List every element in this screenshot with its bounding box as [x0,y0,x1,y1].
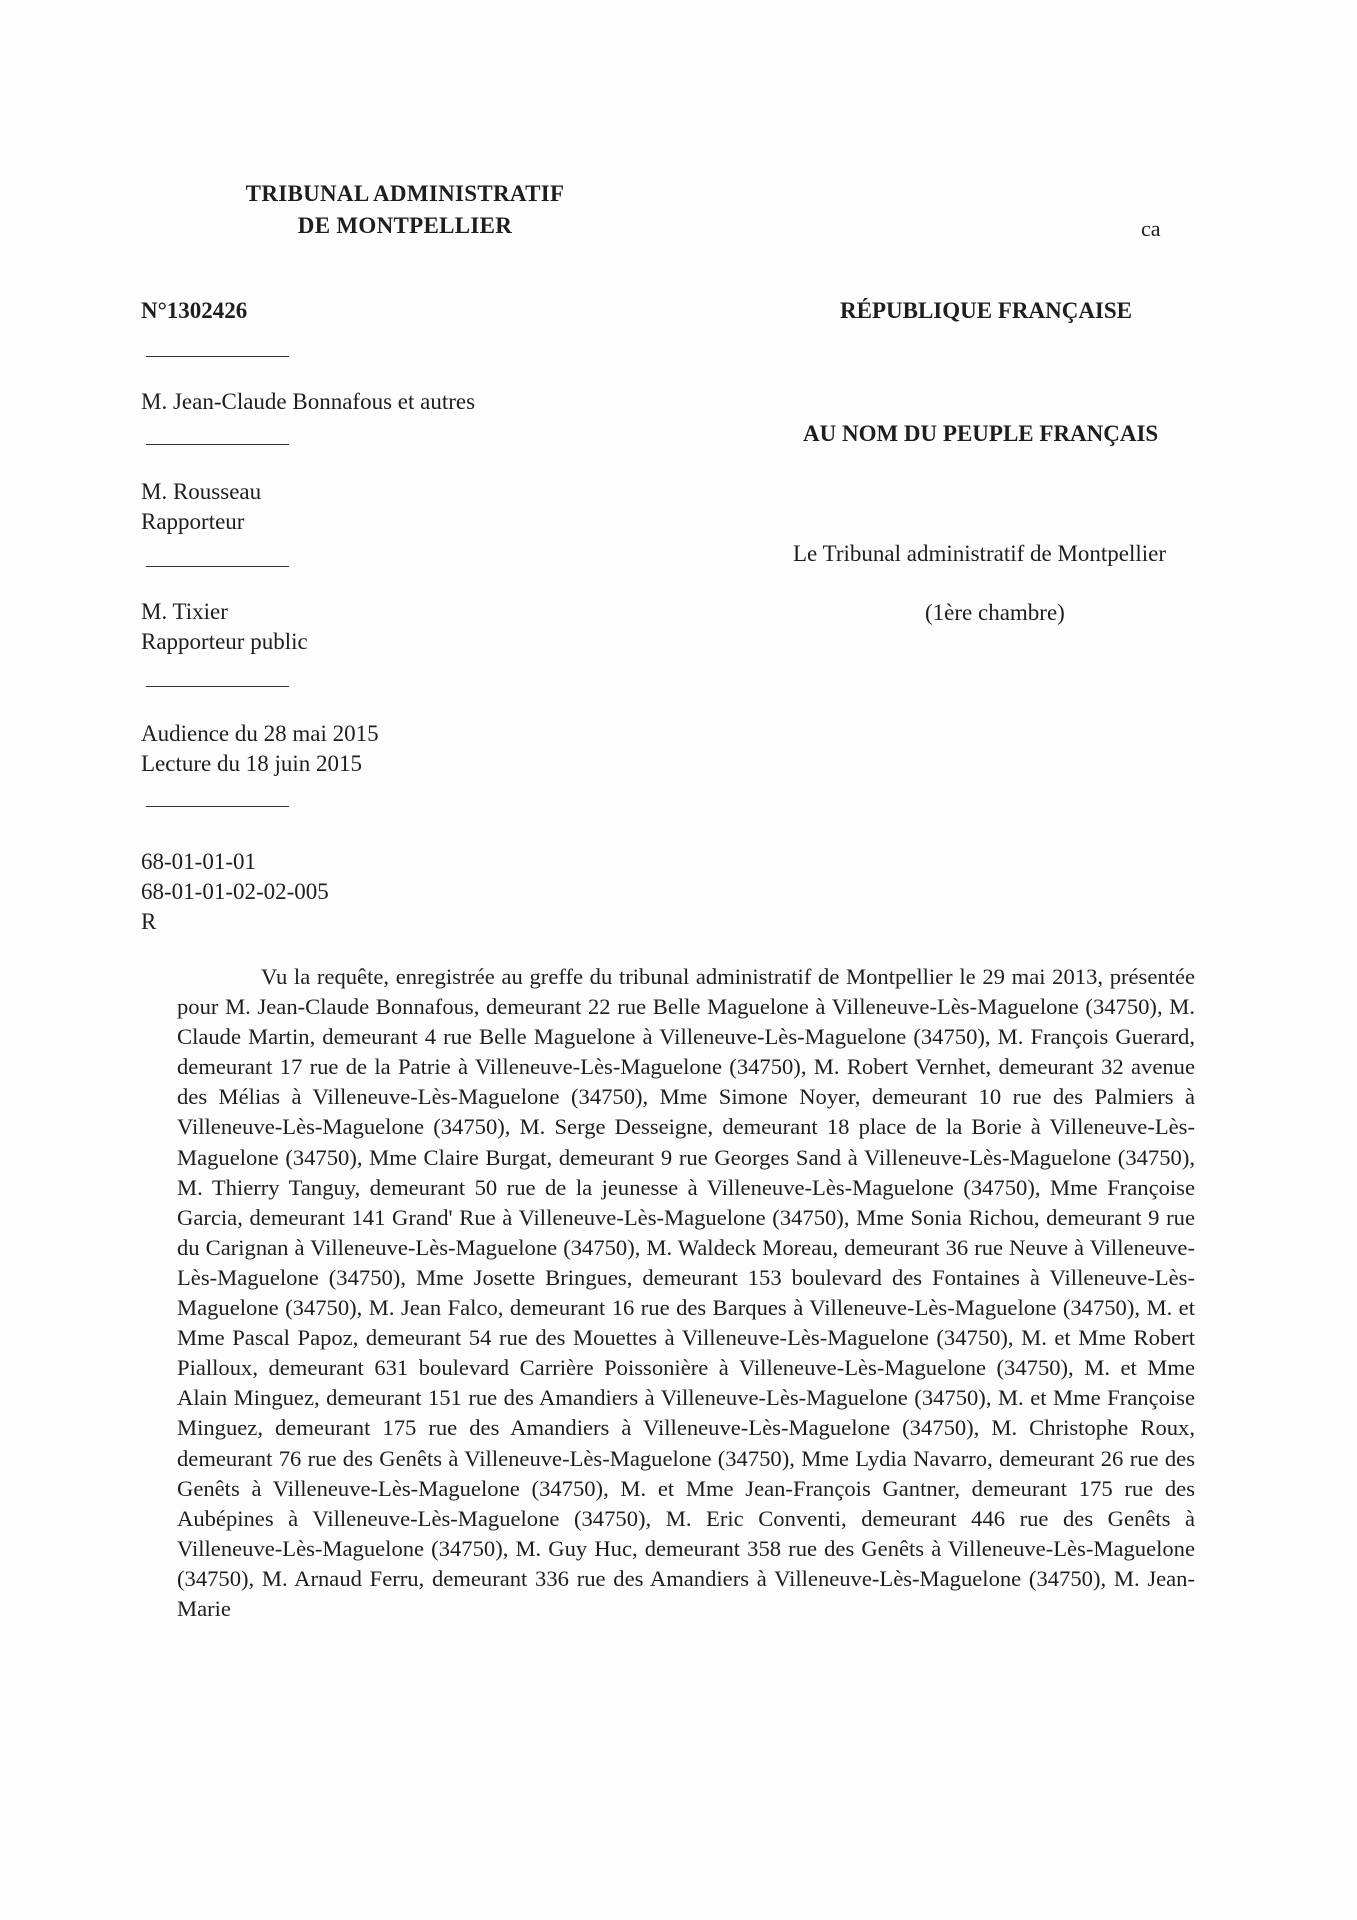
divider [146,806,289,808]
divider [146,566,289,568]
plaintiff-name: M. Jean-Claude Bonnafous et autres [141,389,476,414]
tribunal-name: Le Tribunal administratif de Montpellier [793,541,1167,566]
public-rapporteur-name: M. Tixier [141,599,228,624]
chamber: (1ère chambre) [925,600,1065,625]
court-name-line1: TRIBUNAL ADMINISTRATIF [245,181,565,206]
divider [146,444,289,446]
case-number: N°1302426 [141,298,248,323]
republic-title: RÉPUBLIQUE FRANÇAISE [840,298,1133,323]
classification-code: 68-01-01-02-02-005 [141,879,329,904]
divider [146,686,289,688]
divider [146,356,289,358]
classification-code: 68-01-01-01 [141,849,256,874]
lecture-date: Lecture du 18 juin 2015 [141,751,363,776]
audience-date: Audience du 28 mai 2015 [141,721,379,746]
rapporteur-role: Rapporteur [141,509,245,534]
court-header [200,178,610,242]
ca-mark: ca [1141,216,1161,241]
court-name-line2: DE MONTPELLIER [297,213,513,238]
body-paragraph: Vu la requête, enregistrée au greffe du tribunal administratif de Montpellier le 29 mai 2013, présentée pour M. Jean-Claude Bonnafous, demeurant 22 rue Belle Maguelone à Villeneuve-Lès-Maguelone (34750), M. Claude Martin, demeurant 4 rue Belle Maguelone à Villeneuve-Lès-Maguelone (34750), M. François Guerard, demeurant 17 rue de la Patrie à Villeneuve-Lès-Maguelone (34750), M. Robert Vernhet, demeurant 32 avenue des Mélias à Villeneuve-Lès-Maguelone (34750), Mme Simone Noyer, demeurant 10 rue des Palmiers à Villeneuve-Lès-Maguelone (34750), M. Serge Desseigne, demeurant 18 place de la Borie à Villeneuve-Lès-Maguelone (34750), Mme Claire Burgat, demeurant 9 rue Georges Sand à Villeneuve-Lès-Maguelone (34750), M. Thierry Tanguy, demeurant 50 rue de la jeunesse à Villeneuve-Lès-Maguelone (34750), Mme Françoise Garcia, demeurant 141 Grand' Rue à Villeneuve-Lès-Maguelone (34750), Mme Sonia Richou, demeurant 9 rue du Carignan à Villeneuve-Lès-Maguelone (34750), M. Waldeck Moreau, demeurant 36 rue Neuve à Villeneuve-Lès-Maguelone (34750), Mme Josette Bringues, demeurant 153 boulevard des Fontaines à Villeneuve-Lès-Maguelone (34750), M. Jean Falco, demeurant 16 rue des Barques à Villeneuve-Lès-Maguelone (34750), M. et Mme Pascal Papoz, demeurant 54 rue des Mouettes à Villeneuve-Lès-Maguelone (34750), M. et Mme Robert Pialloux, demeurant 631 boulevard Carrière Poissonière à Villeneuve-Lès-Maguelone (34750), M. et Mme Alain Minguez, demeurant 151 rue des Amandiers à Villeneuve-Lès-Maguelone (34750), M. et Mme Françoise Minguez, demeurant 175 rue des Amandiers à Villeneuve-Lès-Maguelone (34750), M. Christophe Roux, demeurant 76 rue des Genêts à Villeneuve-Lès-Maguelone (34750), Mme Lydia Navarro, demeurant 26 rue des Genêts à Villeneuve-Lès-Maguelone (34750), M. et Mme Jean-François Gantner, demeurant 175 rue des Aubépines à Villeneuve-Lès-Maguelone (34750), M. Eric Conventi, demeurant 446 rue des Genêts à Villeneuve-Lès-Maguelone (34750), M. Guy Huc, demeurant 358 rue des Genêts à Villeneuve-Lès-Maguelone (34750), M. Arnaud Ferru, demeurant 336 rue des Amandiers à Villeneuve-Lès-Maguelone (34750), M. Jean-Marie [177,964,1195,1621]
rapporteur-name: M. Rousseau [141,479,262,504]
classification-code: R [141,909,157,934]
au-nom-title: AU NOM DU PEUPLE FRANÇAIS [803,421,1159,446]
public-rapporteur-role: Rapporteur public [141,629,308,654]
